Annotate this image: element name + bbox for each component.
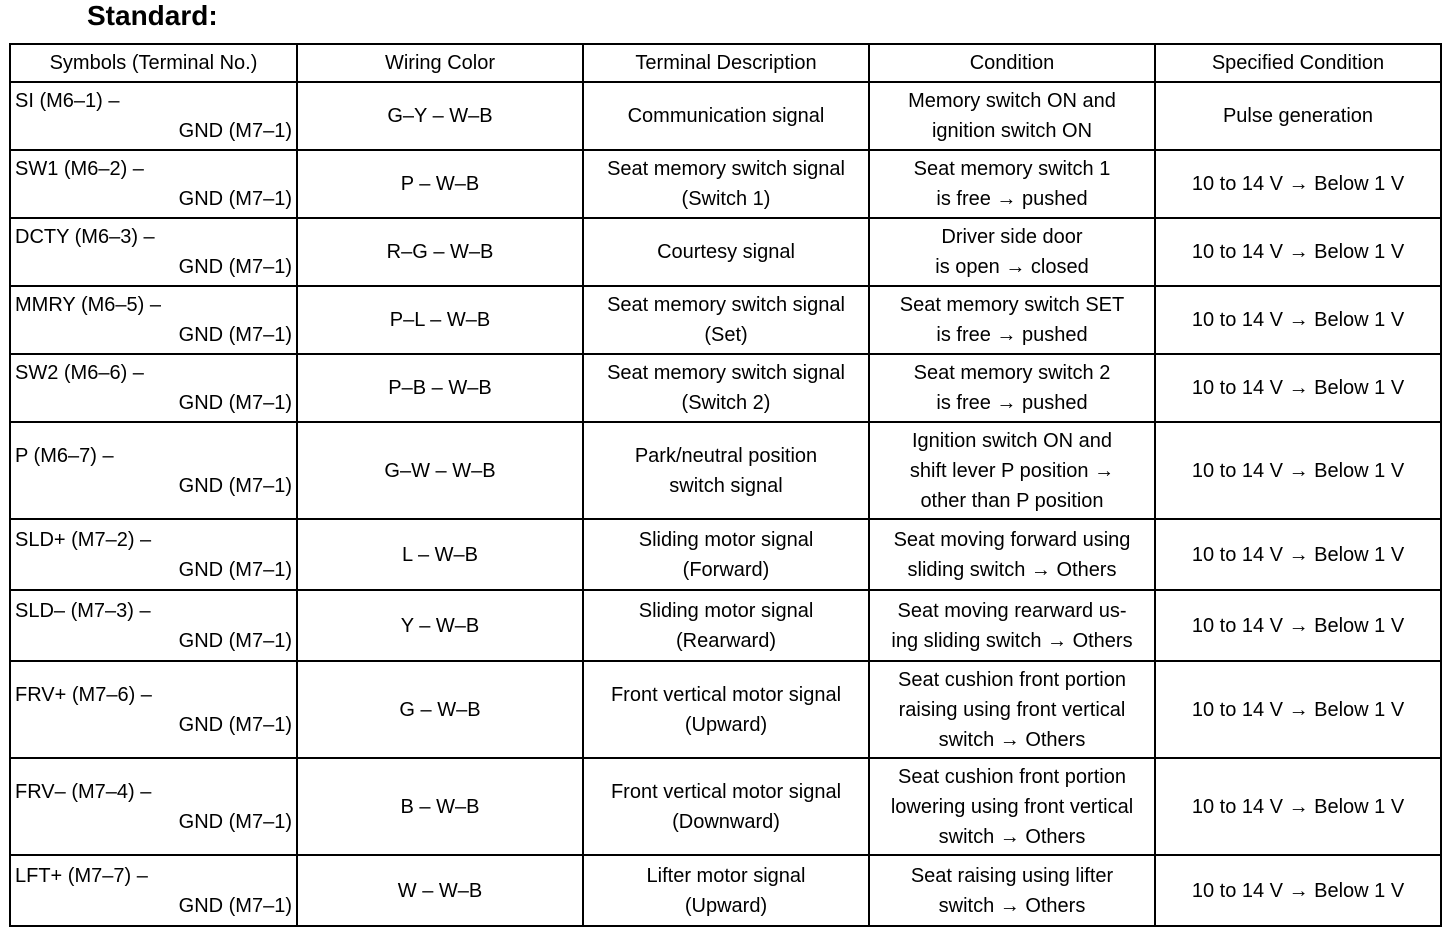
specified-condition: 10 to 14 V → Below 1 V (1155, 519, 1441, 590)
table-row (10, 758, 1441, 855)
wiring-color: Y – W–B (297, 590, 583, 661)
table-row (10, 590, 1441, 661)
specified-condition: 10 to 14 V → Below 1 V (1155, 354, 1441, 422)
specified-condition: Pulse generation (1155, 82, 1441, 150)
terminal-description: Sliding motor signal (Forward) (583, 519, 869, 590)
terminal-symbol: SLD– (M7–3) – (15, 599, 151, 622)
ground-terminal: GND (M7–1) (178, 558, 292, 581)
symbol-cell (10, 82, 297, 150)
header-condition: Condition (869, 44, 1155, 82)
wiring-color: R–G – W–B (297, 218, 583, 286)
wiring-color: B – W–B (297, 758, 583, 855)
terminal-description: Front vertical motor signal (Downward) (583, 758, 869, 855)
wiring-color: P – W–B (297, 150, 583, 218)
terminal-description: Sliding motor signal (Rearward) (583, 590, 869, 661)
table-row (10, 354, 1441, 422)
symbol-cell (10, 286, 297, 354)
symbol-cell (10, 519, 297, 590)
ground-terminal: GND (M7–1) (178, 392, 292, 414)
condition: Seat memory switch SET is free → pushed (869, 286, 1155, 354)
condition: Ignition switch ON and shift lever P position → other than P position (869, 422, 1155, 519)
condition: Seat moving rearward us- ing sliding switch → Others (869, 590, 1155, 661)
terminal-symbol: FRV+ (M7–6) – (15, 683, 152, 706)
table-row (10, 218, 1441, 286)
table-row (10, 150, 1441, 218)
terminal-description: Seat memory switch signal (Set) (583, 286, 869, 354)
condition: Seat cushion front portion raising using front vertical switch → Others (869, 661, 1155, 758)
terminal-description: Lifter motor signal (Upward) (583, 855, 869, 926)
specified-condition: 10 to 14 V → Below 1 V (1155, 855, 1441, 926)
header-specified-condition: Specified Condition (1155, 44, 1441, 82)
terminal-symbol: SI (M6–1) – (15, 90, 120, 112)
terminal-description: Seat memory switch signal (Switch 2) (583, 354, 869, 422)
symbol-cell (10, 218, 297, 286)
condition: Seat raising using lifter switch → Others (869, 855, 1155, 926)
symbol-cell (10, 150, 297, 218)
symbol-cell (10, 422, 297, 519)
condition: Driver side door is open → closed (869, 218, 1155, 286)
wiring-color: P–L – W–B (297, 286, 583, 354)
symbol-cell (10, 354, 297, 422)
page-title: Standard: (87, 0, 218, 31)
condition: Seat cushion front portion lowering using front vertical switch → Others (869, 758, 1155, 855)
terminal-description: Communication signal (583, 82, 869, 150)
specified-condition: 10 to 14 V → Below 1 V (1155, 422, 1441, 519)
table-row (10, 855, 1441, 926)
symbol-cell (10, 855, 297, 926)
wiring-color: G–W – W–B (297, 422, 583, 519)
ground-terminal: GND (M7–1) (178, 256, 292, 278)
terminal-symbol: FRV– (M7–4) – (15, 780, 152, 803)
terminal-spec-table (9, 43, 1442, 927)
terminal-description: Courtesy signal (583, 218, 869, 286)
header-terminal-description: Terminal Description (583, 44, 869, 82)
specified-condition: 10 to 14 V → Below 1 V (1155, 758, 1441, 855)
ground-terminal: GND (M7–1) (178, 120, 292, 142)
table-header-row (10, 44, 1441, 82)
table-row (10, 422, 1441, 519)
wiring-color: G–Y – W–B (297, 82, 583, 150)
specified-condition: 10 to 14 V → Below 1 V (1155, 661, 1441, 758)
wiring-color: L – W–B (297, 519, 583, 590)
table-row (10, 286, 1441, 354)
terminal-symbol: DCTY (M6–3) – (15, 226, 155, 248)
terminal-symbol: SW2 (M6–6) – (15, 362, 144, 384)
condition: Memory switch ON and ignition switch ON (869, 82, 1155, 150)
header-wiring-color: Wiring Color (297, 44, 583, 82)
table-row (10, 661, 1441, 758)
wiring-color: G – W–B (297, 661, 583, 758)
terminal-symbol: MMRY (M6–5) – (15, 294, 161, 316)
ground-terminal: GND (M7–1) (178, 324, 292, 346)
terminal-symbol: P (M6–7) – (15, 444, 114, 467)
specified-condition: 10 to 14 V → Below 1 V (1155, 150, 1441, 218)
table-row (10, 519, 1441, 590)
specified-condition: 10 to 14 V → Below 1 V (1155, 286, 1441, 354)
terminal-symbol: LFT+ (M7–7) – (15, 864, 148, 887)
symbol-cell (10, 590, 297, 661)
header-symbols: Symbols (Terminal No.) (10, 44, 297, 82)
ground-terminal: GND (M7–1) (178, 629, 292, 652)
ground-terminal: GND (M7–1) (178, 894, 292, 917)
wiring-color: W – W–B (297, 855, 583, 926)
terminal-description: Seat memory switch signal (Switch 1) (583, 150, 869, 218)
symbol-cell (10, 661, 297, 758)
condition: Seat memory switch 1 is free → pushed (869, 150, 1155, 218)
ground-terminal: GND (M7–1) (178, 810, 292, 833)
table-row (10, 82, 1441, 150)
terminal-description: Park/neutral position switch signal (583, 422, 869, 519)
condition: Seat moving forward using sliding switch → Others (869, 519, 1155, 590)
specified-condition: 10 to 14 V → Below 1 V (1155, 218, 1441, 286)
terminal-symbol: SLD+ (M7–2) – (15, 528, 152, 551)
terminal-description: Front vertical motor signal (Upward) (583, 661, 869, 758)
terminal-symbol: SW1 (M6–2) – (15, 158, 144, 180)
symbol-cell (10, 758, 297, 855)
ground-terminal: GND (M7–1) (178, 188, 292, 210)
specified-condition: 10 to 14 V → Below 1 V (1155, 590, 1441, 661)
ground-terminal: GND (M7–1) (178, 713, 292, 736)
condition: Seat memory switch 2 is free → pushed (869, 354, 1155, 422)
wiring-color: P–B – W–B (297, 354, 583, 422)
ground-terminal: GND (M7–1) (178, 474, 292, 497)
